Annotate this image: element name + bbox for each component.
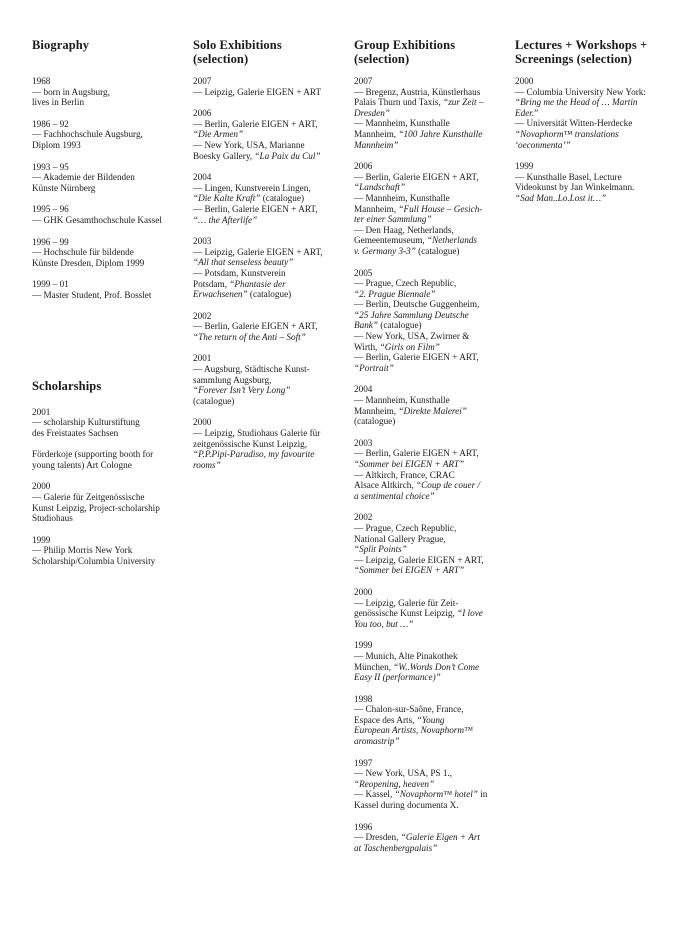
- entry-line: Künste Nürnberg: [32, 182, 96, 193]
- group-exhibitions-title: [354, 38, 506, 66]
- cv-entry: [193, 108, 345, 161]
- entry-line: [354, 278, 506, 289]
- entry-line: [193, 428, 345, 439]
- entry-year: 2000: [354, 586, 373, 597]
- biography-title: Biography: [32, 38, 90, 52]
- entry-line: [354, 87, 506, 98]
- entry-text: — Augsburg, Städtische Kunst-: [193, 364, 310, 375]
- entry-year: 2004: [193, 172, 212, 183]
- entry-title-text: “25 Jahre Sammlung Deutsche: [354, 309, 469, 320]
- entry-line: [354, 704, 506, 715]
- cv-entry: [32, 237, 184, 269]
- entry-year: 2003: [193, 236, 212, 247]
- entry-title-text: a sentimental choice”: [354, 490, 435, 501]
- entry-line: — Philip Morris New York: [32, 545, 133, 556]
- group-exhibitions-entries: [354, 76, 506, 853]
- entry-line: [193, 215, 345, 226]
- entry-title-text: “Netherlands: [426, 235, 477, 246]
- entry-line: [515, 182, 675, 193]
- entry-line: [354, 204, 506, 215]
- entry-text: — Altkirch, France, CRAC: [354, 469, 455, 480]
- entry-line: [354, 225, 506, 236]
- entry-text: Alsace Altkirch,: [354, 480, 416, 491]
- entry-line: [354, 108, 506, 119]
- entry-text: sammlung Augsburg,: [193, 374, 272, 385]
- entry-line: [354, 118, 506, 129]
- entry-text: (catalogue): [415, 245, 460, 256]
- entry-year: 1999 – 01: [32, 279, 69, 290]
- entry-text: zeitgenössische Kunst Leipzig,: [193, 438, 308, 449]
- entry-text: — Bregenz, Austria, Künstlerhaus: [354, 86, 481, 97]
- entry-line: [193, 268, 345, 279]
- entry-line: Förderkoje (supporting booth for: [32, 449, 154, 460]
- entry-line: [354, 289, 506, 300]
- cv-entry: [354, 694, 506, 747]
- entry-line: — Galerie für Zeitgenössische: [32, 492, 145, 503]
- entry-text: — Prague, Czech Republic,: [354, 278, 457, 289]
- solo-exhibitions-entries: [193, 76, 345, 470]
- entry-line: [515, 172, 675, 183]
- entry-text: — Berlin, Deutsche Guggenheim,: [354, 299, 480, 310]
- cv-entry: [354, 512, 506, 576]
- entry-line: — Master Student, Prof. Bosslet: [32, 289, 152, 300]
- entry-text: Palais Thurn und Taxis,: [354, 97, 444, 108]
- entry-line: [193, 396, 345, 407]
- entry-title-text: “Phantasie der: [229, 278, 286, 289]
- entry-text: — Mannheim, Kunsthalle: [354, 395, 450, 406]
- entry-line: [354, 598, 506, 609]
- entry-line: Künste Dresden, Diplom 1999: [32, 257, 145, 268]
- cv-entry: [354, 76, 506, 150]
- entry-line: [354, 459, 506, 470]
- entry-text: — Columbia University New York:: [515, 86, 646, 97]
- entry-title-text: “Reopening, heaven”: [354, 778, 435, 789]
- entry-line: [193, 151, 345, 162]
- entry-line: [515, 193, 675, 204]
- entry-title-text: “Sommer bei EIGEN + ART”: [354, 459, 465, 469]
- entry-title-text: “Bring me the Head of … Martin: [515, 97, 638, 108]
- entry-line: [354, 363, 506, 374]
- entry-line: [193, 204, 345, 215]
- entry-line: [354, 235, 506, 246]
- entry-line: [354, 651, 506, 662]
- cv-entry: [354, 384, 506, 426]
- entry-year: 2000: [193, 417, 212, 428]
- entry-line: [193, 140, 345, 151]
- entry-title-text: “100 Jahre Kunsthalle: [398, 128, 483, 139]
- entry-year: 2003: [354, 437, 373, 448]
- entry-text: ”: [534, 107, 539, 118]
- entry-title-text: “Full House – Gesich-: [398, 203, 483, 214]
- entry-line: [354, 480, 506, 491]
- entry-line: — Akademie der Bildenden: [32, 172, 135, 183]
- lectures-column: [515, 38, 675, 215]
- solo-title-line2: (selection): [193, 52, 249, 66]
- entry-line: [354, 736, 506, 747]
- entry-year: 1998: [354, 693, 373, 704]
- entry-text: — Mannheim, Kunsthalle: [354, 118, 450, 129]
- entry-line: — Hochschule für bildende: [32, 247, 134, 258]
- entry-line: [354, 140, 506, 151]
- entry-line: [354, 544, 506, 555]
- entry-line: [515, 129, 675, 140]
- entry-text: Mannheim,: [354, 405, 399, 416]
- entry-title-text: European Artists, Novaphorm™: [354, 725, 474, 736]
- entry-text: — Universität Witten-Herdecke: [515, 118, 633, 129]
- cv-entry: [354, 822, 506, 854]
- scholarships-entries: [32, 407, 184, 567]
- entry-text: — Leipzig, Studiohaus Galerie für: [193, 428, 321, 439]
- entry-year: 1999: [354, 640, 373, 651]
- entry-line: [515, 108, 675, 119]
- entry-line: young talents) Art Cologne: [32, 459, 132, 470]
- entry-line: — GHK Gesamthochschule Kassel: [32, 214, 162, 225]
- entry-line: [354, 534, 506, 545]
- entry-line: Studiohaus: [32, 513, 73, 524]
- entry-text: — Kunsthalle Basel, Lecture: [515, 171, 622, 182]
- entry-text: (catalogue): [193, 395, 235, 406]
- entry-line: Diplom 1993: [32, 139, 81, 150]
- entry-text: Espace des Arts,: [354, 714, 417, 725]
- entry-text: (catalogue): [354, 416, 396, 427]
- biography-entries: [32, 76, 184, 301]
- entry-title-text: “Split Points”: [354, 544, 407, 555]
- entry-line: [193, 332, 345, 343]
- entry-title-text: aromastrip”: [354, 736, 400, 747]
- entry-line: [354, 416, 506, 427]
- entry-line: [354, 715, 506, 726]
- entry-title-text: “Die Kalte Kraft”: [193, 193, 261, 204]
- group-title-line2: (selection): [354, 52, 410, 66]
- cv-entry: [354, 758, 506, 811]
- entry-line: [354, 172, 506, 183]
- entry-line: Kunst Leipzig, Project-scholarship: [32, 502, 160, 513]
- entry-title-text: Dresden”: [354, 107, 390, 118]
- entry-line: [354, 470, 506, 481]
- entry-year: 1993 – 95: [32, 161, 69, 172]
- entry-line: [354, 565, 506, 576]
- entry-text: (catalogue): [247, 289, 292, 300]
- entry-line: [193, 364, 345, 375]
- entry-title-text: “Sommer bei EIGEN + ART”: [354, 565, 465, 576]
- entry-text: — Chalon-sur-Saône, France,: [354, 704, 464, 715]
- biography-column: [32, 38, 184, 578]
- entry-line: [515, 87, 675, 98]
- lectures-title-line2: Screenings (selection): [515, 52, 632, 66]
- entry-title-text: “Coup de couer /: [416, 480, 481, 491]
- entry-text: — Berlin, Galerie EIGEN + ART,: [354, 352, 479, 363]
- entry-line: [354, 246, 506, 257]
- entry-text: — Kassel,: [354, 789, 395, 800]
- entry-text: — New York, USA, Marianne: [193, 139, 305, 150]
- cv-entry: [193, 311, 345, 343]
- entry-line: lives in Berlin: [32, 97, 85, 108]
- entry-line: [354, 129, 506, 140]
- entry-line: [354, 832, 506, 843]
- group-title-line1: Group Exhibitions: [354, 38, 456, 52]
- entry-text: Kassel during documenta X.: [354, 800, 459, 811]
- entry-line: [193, 129, 345, 140]
- entry-title-text: “Direkte Malerei”: [398, 405, 467, 416]
- cv-entry: [32, 204, 184, 225]
- cv-entry: [32, 279, 184, 300]
- entry-line: [354, 352, 506, 363]
- entry-line: [515, 97, 675, 108]
- entry-text: — Berlin, Galerie EIGEN + ART,: [354, 448, 479, 459]
- entry-line: [354, 448, 506, 459]
- entry-line: [354, 768, 506, 779]
- entry-text: — Den Haag, Netherlands,: [354, 224, 454, 235]
- entry-title-text: v. Germany 3-3”: [354, 245, 416, 256]
- entry-line: [354, 672, 506, 683]
- entry-title-text: “… the Afterlife”: [193, 214, 258, 225]
- entry-title-text: “I love: [457, 608, 483, 619]
- entry-year: 2005: [354, 267, 373, 278]
- cv-entry: [193, 76, 345, 97]
- entry-text: — Prague, Czech Republic,: [354, 522, 457, 533]
- entry-text: — Potsdam, Kunstverein: [193, 267, 286, 278]
- entry-title-text: Easy II (performance)”: [354, 672, 441, 683]
- entry-title-text: rooms”: [193, 459, 221, 470]
- entry-title-text: ter einer Sammlung”: [354, 214, 432, 225]
- entry-text: Mannheim,: [354, 128, 399, 139]
- entry-text: — Dresden,: [354, 832, 401, 843]
- entry-title-text: You too, but …”: [354, 618, 414, 629]
- entry-title-text: “Novaphorm™ hotel”: [394, 789, 478, 800]
- entry-line: [354, 193, 506, 204]
- lectures-entries: [515, 76, 675, 204]
- entry-line: [354, 662, 506, 673]
- entry-line: [354, 800, 506, 811]
- entry-line: [193, 183, 345, 194]
- entry-text: — Munich, Alte Pinakothek: [354, 650, 458, 661]
- entry-year: 2002: [354, 512, 373, 523]
- entry-line: [354, 214, 506, 225]
- entry-year: 2001: [32, 406, 51, 417]
- entry-title-text: “Sad Man..Lo.Lost it…”: [515, 192, 607, 203]
- entry-year: 1986 – 92: [32, 118, 69, 129]
- entry-line: [354, 310, 506, 321]
- entry-title-text: “Forever Isn’t Very Long”: [193, 385, 291, 396]
- entry-line: Scholarship/Columbia University: [32, 556, 156, 567]
- cv-entry: [193, 172, 345, 225]
- cv-entry: [515, 76, 675, 150]
- cv-entry: [32, 535, 184, 567]
- cv-entry: [32, 76, 184, 108]
- entry-year: 1996 – 99: [32, 236, 69, 247]
- scholarships-title: Scholarships: [32, 378, 102, 393]
- entry-title-text: Mannheim”: [354, 139, 399, 150]
- entry-line: [354, 608, 506, 619]
- entry-title-text: Bank”: [354, 320, 378, 331]
- entry-line: [193, 119, 345, 130]
- entry-text: — Berlin, Galerie EIGEN + ART,: [193, 203, 318, 214]
- cv-entry: [193, 236, 345, 300]
- entry-line: [193, 449, 345, 460]
- entry-text: — Mannheim, Kunsthalle: [354, 192, 450, 203]
- group-exhibitions-column: [354, 38, 506, 864]
- cv-entry: [193, 417, 345, 470]
- cv-entry: [354, 268, 506, 374]
- entry-line: [354, 97, 506, 108]
- entry-year: 2001: [193, 353, 212, 364]
- entry-line: [515, 140, 675, 151]
- entry-text: — New York, USA, PS 1.,: [354, 768, 453, 779]
- entry-title-text: “W..Words Don’t Come: [393, 661, 480, 672]
- entry-line: [193, 460, 345, 471]
- entry-line: [193, 257, 345, 268]
- solo-exhibitions-column: [193, 38, 345, 481]
- entry-line: [193, 193, 345, 204]
- entry-line: [354, 491, 506, 502]
- entry-line: — scholarship Kulturstiftung: [32, 417, 140, 428]
- entry-title-text: “Galerie Eigen + Art: [400, 832, 480, 843]
- cv-entry: [354, 438, 506, 502]
- entry-line: [354, 523, 506, 534]
- entry-line: [354, 406, 506, 417]
- entry-title-text: “P.P.Pipi-Paradiso, my favourite: [193, 449, 315, 460]
- entry-title-text: “zur Zeit –: [443, 97, 484, 108]
- entry-year: 2007: [193, 76, 212, 86]
- entry-line: [354, 619, 506, 630]
- entry-text: — Leipzig, Galerie EIGEN + ART,: [354, 554, 484, 565]
- cv-entry: [32, 407, 184, 439]
- entry-title-text: “The return of the Anti – Soft”: [193, 331, 306, 342]
- cv-entry: [32, 481, 184, 523]
- entry-year: 2000: [32, 481, 51, 492]
- entry-title-text: “All that senseless beauty”: [193, 257, 294, 268]
- entry-text: Mannheim,: [354, 203, 399, 214]
- entry-text: — Leipzig, Galerie EIGEN + ART,: [193, 246, 323, 257]
- entry-year: 2000: [515, 76, 534, 86]
- entry-title-text: “La Paix du Cul”: [254, 150, 321, 161]
- cv-entry: [32, 162, 184, 194]
- entry-line: [354, 779, 506, 790]
- entry-year: 2006: [193, 108, 212, 119]
- entry-line: [354, 555, 506, 566]
- entry-line: [354, 725, 506, 736]
- entry-line: [354, 789, 506, 800]
- entry-text: — Lingen, Kunstverein Lingen,: [193, 182, 311, 193]
- cv-entry: [354, 587, 506, 629]
- entry-title-text: “Young: [416, 714, 445, 725]
- entry-line: [193, 321, 345, 332]
- entry-year: 2006: [354, 161, 373, 172]
- entry-text: Gemeentemuseum,: [354, 235, 427, 246]
- cv-entry: [515, 161, 675, 203]
- entry-line: [193, 279, 345, 290]
- entry-title-text: “Novaphorm™ translations: [515, 128, 619, 139]
- cv-entry: [193, 353, 345, 406]
- entry-title-text: Eder.: [515, 107, 535, 118]
- entry-text: (catalogue): [378, 320, 422, 331]
- entry-title-text: “Landschaft”: [354, 182, 406, 193]
- entry-title-text: ‘oeconmenta’”: [515, 139, 571, 150]
- entry-line: [193, 87, 345, 98]
- entry-line: [193, 247, 345, 258]
- entry-text: Potsdam,: [193, 278, 230, 289]
- cv-entry: [32, 119, 184, 151]
- entry-year: 2002: [193, 310, 212, 321]
- solo-exhibitions-title: [193, 38, 345, 66]
- entry-year: 2004: [354, 384, 373, 395]
- entry-text: — Berlin, Galerie EIGEN + ART,: [193, 321, 318, 332]
- entry-line: [354, 299, 506, 310]
- entry-year: 1999: [515, 161, 534, 172]
- entry-text: — Leipzig, Galerie für Zeit-: [354, 597, 459, 608]
- entry-year: 1997: [354, 757, 373, 768]
- entry-text: Videokunst by Jan Winkelmann.: [515, 182, 635, 193]
- entry-text: — Leipzig, Galerie EIGEN + ART: [193, 86, 322, 97]
- lectures-title-line1: Lectures + Workshops +: [515, 38, 648, 52]
- entry-line: [515, 118, 675, 129]
- entry-line: [354, 342, 506, 353]
- entry-title-text: Erwachsenen”: [193, 289, 248, 300]
- entry-text: — Berlin, Galerie EIGEN + ART,: [354, 171, 479, 182]
- entry-line: [193, 375, 345, 386]
- solo-title-line1: Solo Exhibitions: [193, 38, 282, 52]
- entry-line: [354, 331, 506, 342]
- entry-year: 1995 – 96: [32, 204, 69, 215]
- entry-text: Boesky Gallery,: [193, 150, 255, 161]
- entry-text: National Gallery Prague,: [354, 533, 446, 544]
- entry-line: [193, 289, 345, 300]
- lectures-title: [515, 38, 675, 66]
- entry-text: — New York, USA, Zwirner &: [354, 331, 470, 342]
- cv-entry: [354, 640, 506, 682]
- entry-line: — Fachhochschule Augsburg,: [32, 129, 143, 140]
- entry-line: [354, 395, 506, 406]
- entry-title-text: “Die Armen”: [193, 129, 244, 140]
- entry-line: [193, 385, 345, 396]
- entry-line: [193, 439, 345, 450]
- entry-year: 1996: [354, 821, 373, 832]
- entry-text: genössische Kunst Leipzig,: [354, 608, 458, 619]
- entry-year: 1999: [32, 534, 51, 545]
- entry-line: — born in Augsburg,: [32, 86, 110, 97]
- entry-year: 2007: [354, 76, 373, 86]
- entry-text: in: [477, 789, 488, 800]
- entry-text: München,: [354, 661, 394, 672]
- entry-line: [354, 843, 506, 854]
- entry-text: Wirth,: [354, 341, 380, 352]
- entry-year: 1968: [32, 76, 51, 86]
- entry-title-text: at Taschenbergpalais”: [354, 842, 438, 853]
- cv-entry: [354, 161, 506, 256]
- entry-line: [354, 320, 506, 331]
- cv-entry: [32, 449, 184, 470]
- entry-text: (catalogue): [260, 193, 305, 204]
- entry-title-text: “Girls on Film”: [379, 341, 440, 352]
- entry-text: — Berlin, Galerie EIGEN + ART,: [193, 118, 318, 129]
- entry-title-text: “2. Prague Biennale”: [354, 288, 436, 299]
- entry-title-text: “Portrait”: [354, 362, 394, 373]
- entry-line: [354, 182, 506, 193]
- entry-line: des Freistaates Sachsen: [32, 427, 119, 438]
